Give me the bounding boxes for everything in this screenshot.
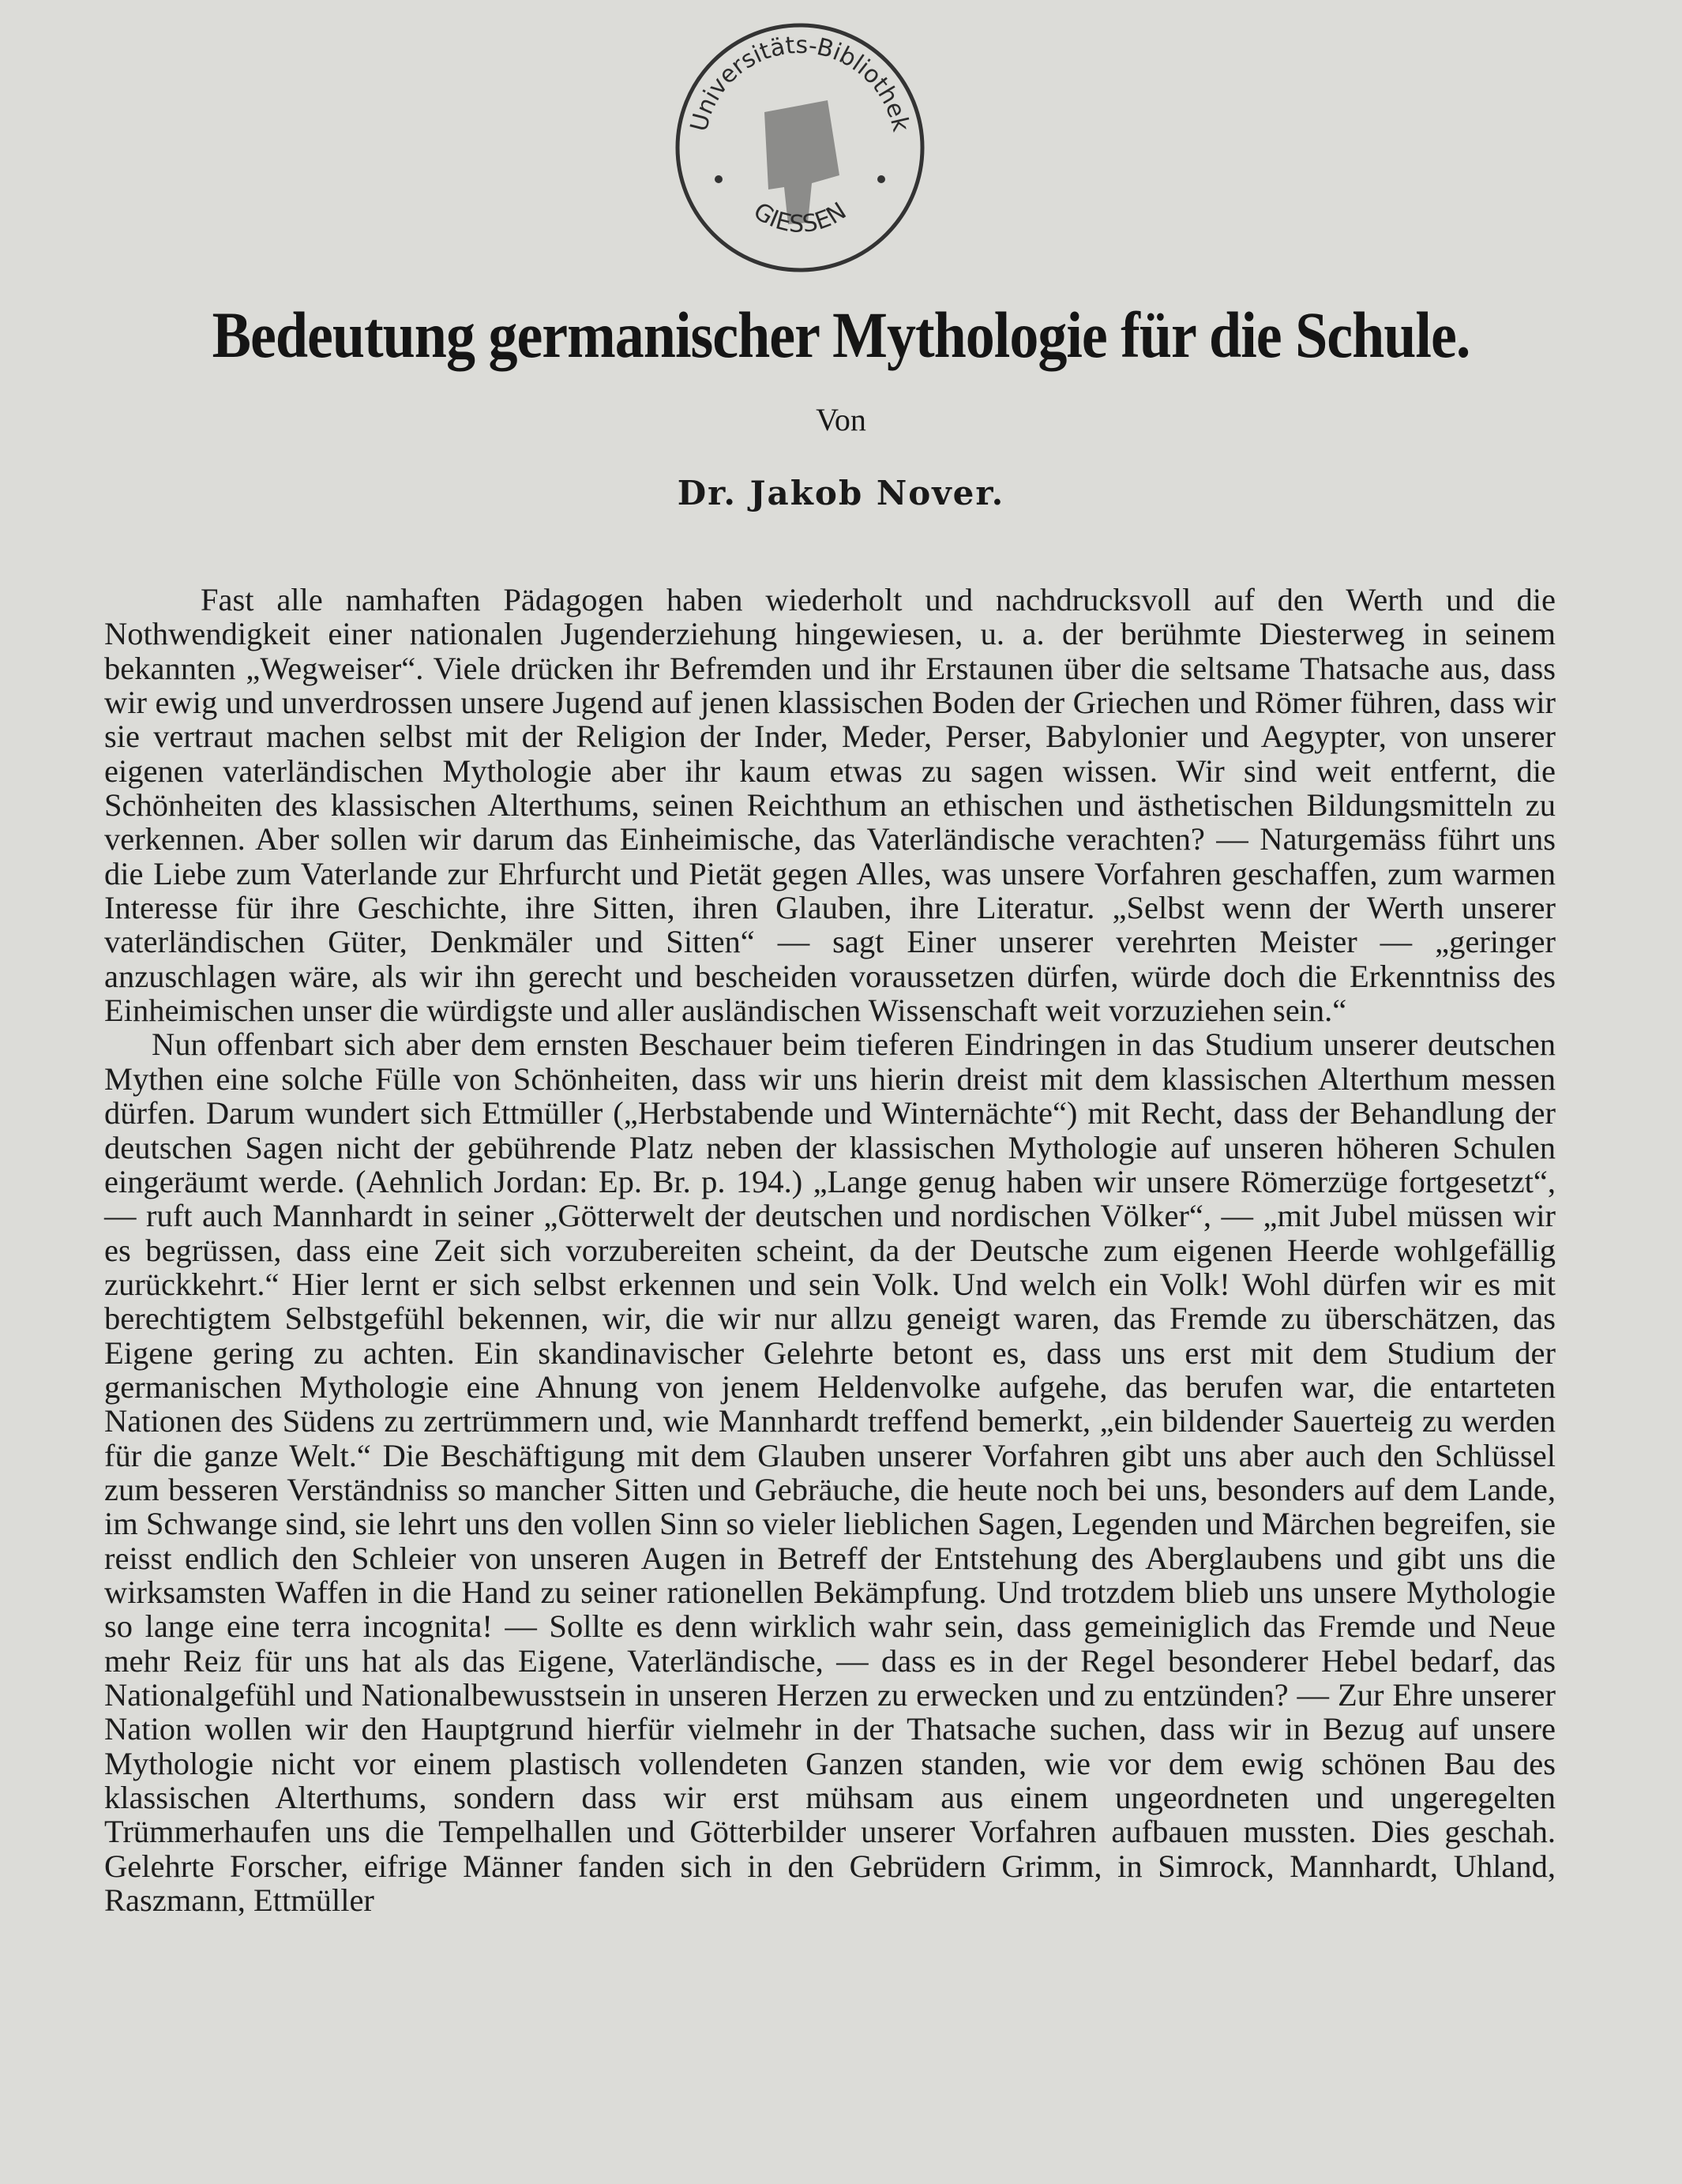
author-name: Dr. Jakob Nover. xyxy=(677,474,1005,512)
paragraph-2: Nun offenbart sich aber dem ernsten Beschauer beim tieferen Eindringen in das Studium unserer deutschen Mythen eine solche Fülle von Schönheiten, dass wir uns hierin dreist mit dem klassischen Alterthum messen dürfen. Darum wundert sich Ettmüller („Herbstabende und Winternächte“) mit Recht, dass der Behandlung der deutschen Sagen nicht der gebührende Platz neben der klassischen Mythologie auf unseren höheren Schulen eingeräumt werde. (Aehnlich Jordan: Ep. Br. p. 194.) „Lange genug haben wir unsere Römerzüge fortgesetzt“, — ruft auch Mannhardt in seiner „Götterwelt der deutschen und nordischen Völker“, — „mit Jubel müssen wir es begrüssen, dass eine Zeit sich vorzubereiten scheint, da der Deutsche zum eigenen Heerde wohlgefällig zurückkehrt.“ Hier lernt er sich selbst erkennen und sein Volk. Und welch ein Volk! Wohl dürfen wir es mit berechtigtem Selbstgefühl bekennen, wir, die wir nur allzu geneigt waren, das Fremde zu überschätzen, das Eigene gering zu achten. Ein skandinavischer Gelehrte betont es, dass uns erst mit dem Studium der germanischen Mythologie eine Ahnung von jenem Heldenvolke aufgehe, das berufen war, die entarteten Nationen des Südens zu zertrümmern und, wie Mannhardt treffend bemerkt, „ein bildender Sauerteig zu werden für die ganze Welt.“ Die Beschäftigung mit dem Glauben unserer Vorfahren gibt uns aber auch den Schlüssel zum besseren Verständniss so mancher Sitten und Gebräuche, die heute noch bei uns, besonders auf dem Lande, im Schwange sind, sie lehrt uns den vollen Sinn so vieler lieblichen Sagen, Legenden und Märchen begreifen, sie reisst endlich den Schleier von unseren Augen in Betreff der Entstehung des Aberglaubens und gibt uns die wirksamsten Waffen in die Hand zu seiner rationellen Bekämpfung. Und trotzdem blieb uns unsere Mythologie so lange eine terra incognita! — Sollte es denn wirklich wahr sein, dass gemeiniglich das Fremde und Neue mehr Reiz für uns hat als das Eigene, Vaterländische, — dass es in der Regel besonderer Hebel bedarf, das Nationalgefühl und Nationalbewusstsein in unseren Herzen zu erwecken und zu entzünden? — Zur Ehre unserer Nation wollen wir den Hauptgrund hierfür vielmehr in der Thatsache suchen, dass wir in Bezug auf unsere Mythologie nicht vor einem plastisch vollendeten Ganzen standen, wie vor dem ewig schönen Bau des klassischen Alterthums, sondern dass wir erst mühsam aus einem ungeordneten und ungeregelten Trümmerhaufen uns die Tempelhallen und Götterbilder unserer Vorfahren aufbauen mussten. Dies geschah. Gelehrte Forscher, eifrige Männer fanden sich in den Gebrüdern Grimm, in Simrock, Mannhardt, Uhland, Raszmann, Ettmüller xyxy=(104,1026,1556,1919)
article-title: Bedeutung germanischer Mythologie für die Schule. xyxy=(212,299,1470,372)
paragraph-1: Fast alle namhaften Pädagogen haben wiederholt und nachdrucksvoll auf den Werth und die Nothwendigkeit einer nationalen Jugenderziehung hingewiesen, u. a. der berühmte Diesterweg in seinem bekannten „Wegweiser“. Viele drücken ihr Befremden und ihr Erstaunen über die seltsame Thatsache aus, dass wir ewig und unverdrossen unsere Jugend auf jenen klassischen Boden der Griechen und Römer führen, dass wir sie vertraut machen selbst mit der Religion der Inder, Meder, Perser, Babylonier und Aegypter, von unserer eigenen vaterländischen Mythologie aber ihr kaum etwas zu sagen wissen. Wir sind weit entfernt, die Schönheiten des klassischen Alterthums, seinen Reichthum an ethischen und ästhetischen Bildungsmitteln zu verkennen. Aber sollen wir darum das Einheimische, das Vaterländische verachten? — Naturgemäss führt uns die Liebe zum Vaterlande zur Ehrfurcht und Pietät gegen Alles, was unsere Vorfahren geschaffen, zum warmen Interesse für ihre Geschichte, ihre Sitten, ihren Glauben, ihre Literatur. „Selbst wenn der Werth unserer vaterländischen Güter, Denkmäler und Sitten“ — sagt Einer unserer verehrten Meister — „geringer anzuschlagen wäre, als wir ihn gerecht und bescheiden voraussetzen dürfen, würde doch die Erkenntniss des Einheimischen unser die würdigste und aller ausländischen Wissenschaft weit vorzuziehen sein.“ xyxy=(104,582,1556,1029)
byline: Von xyxy=(816,402,866,437)
article-body xyxy=(104,583,1556,1917)
stamp-bottom-text: GIESSEN xyxy=(748,197,852,239)
library-stamp xyxy=(670,17,930,278)
stamp-top-text: Universitäts-Bibliothek xyxy=(685,31,915,134)
